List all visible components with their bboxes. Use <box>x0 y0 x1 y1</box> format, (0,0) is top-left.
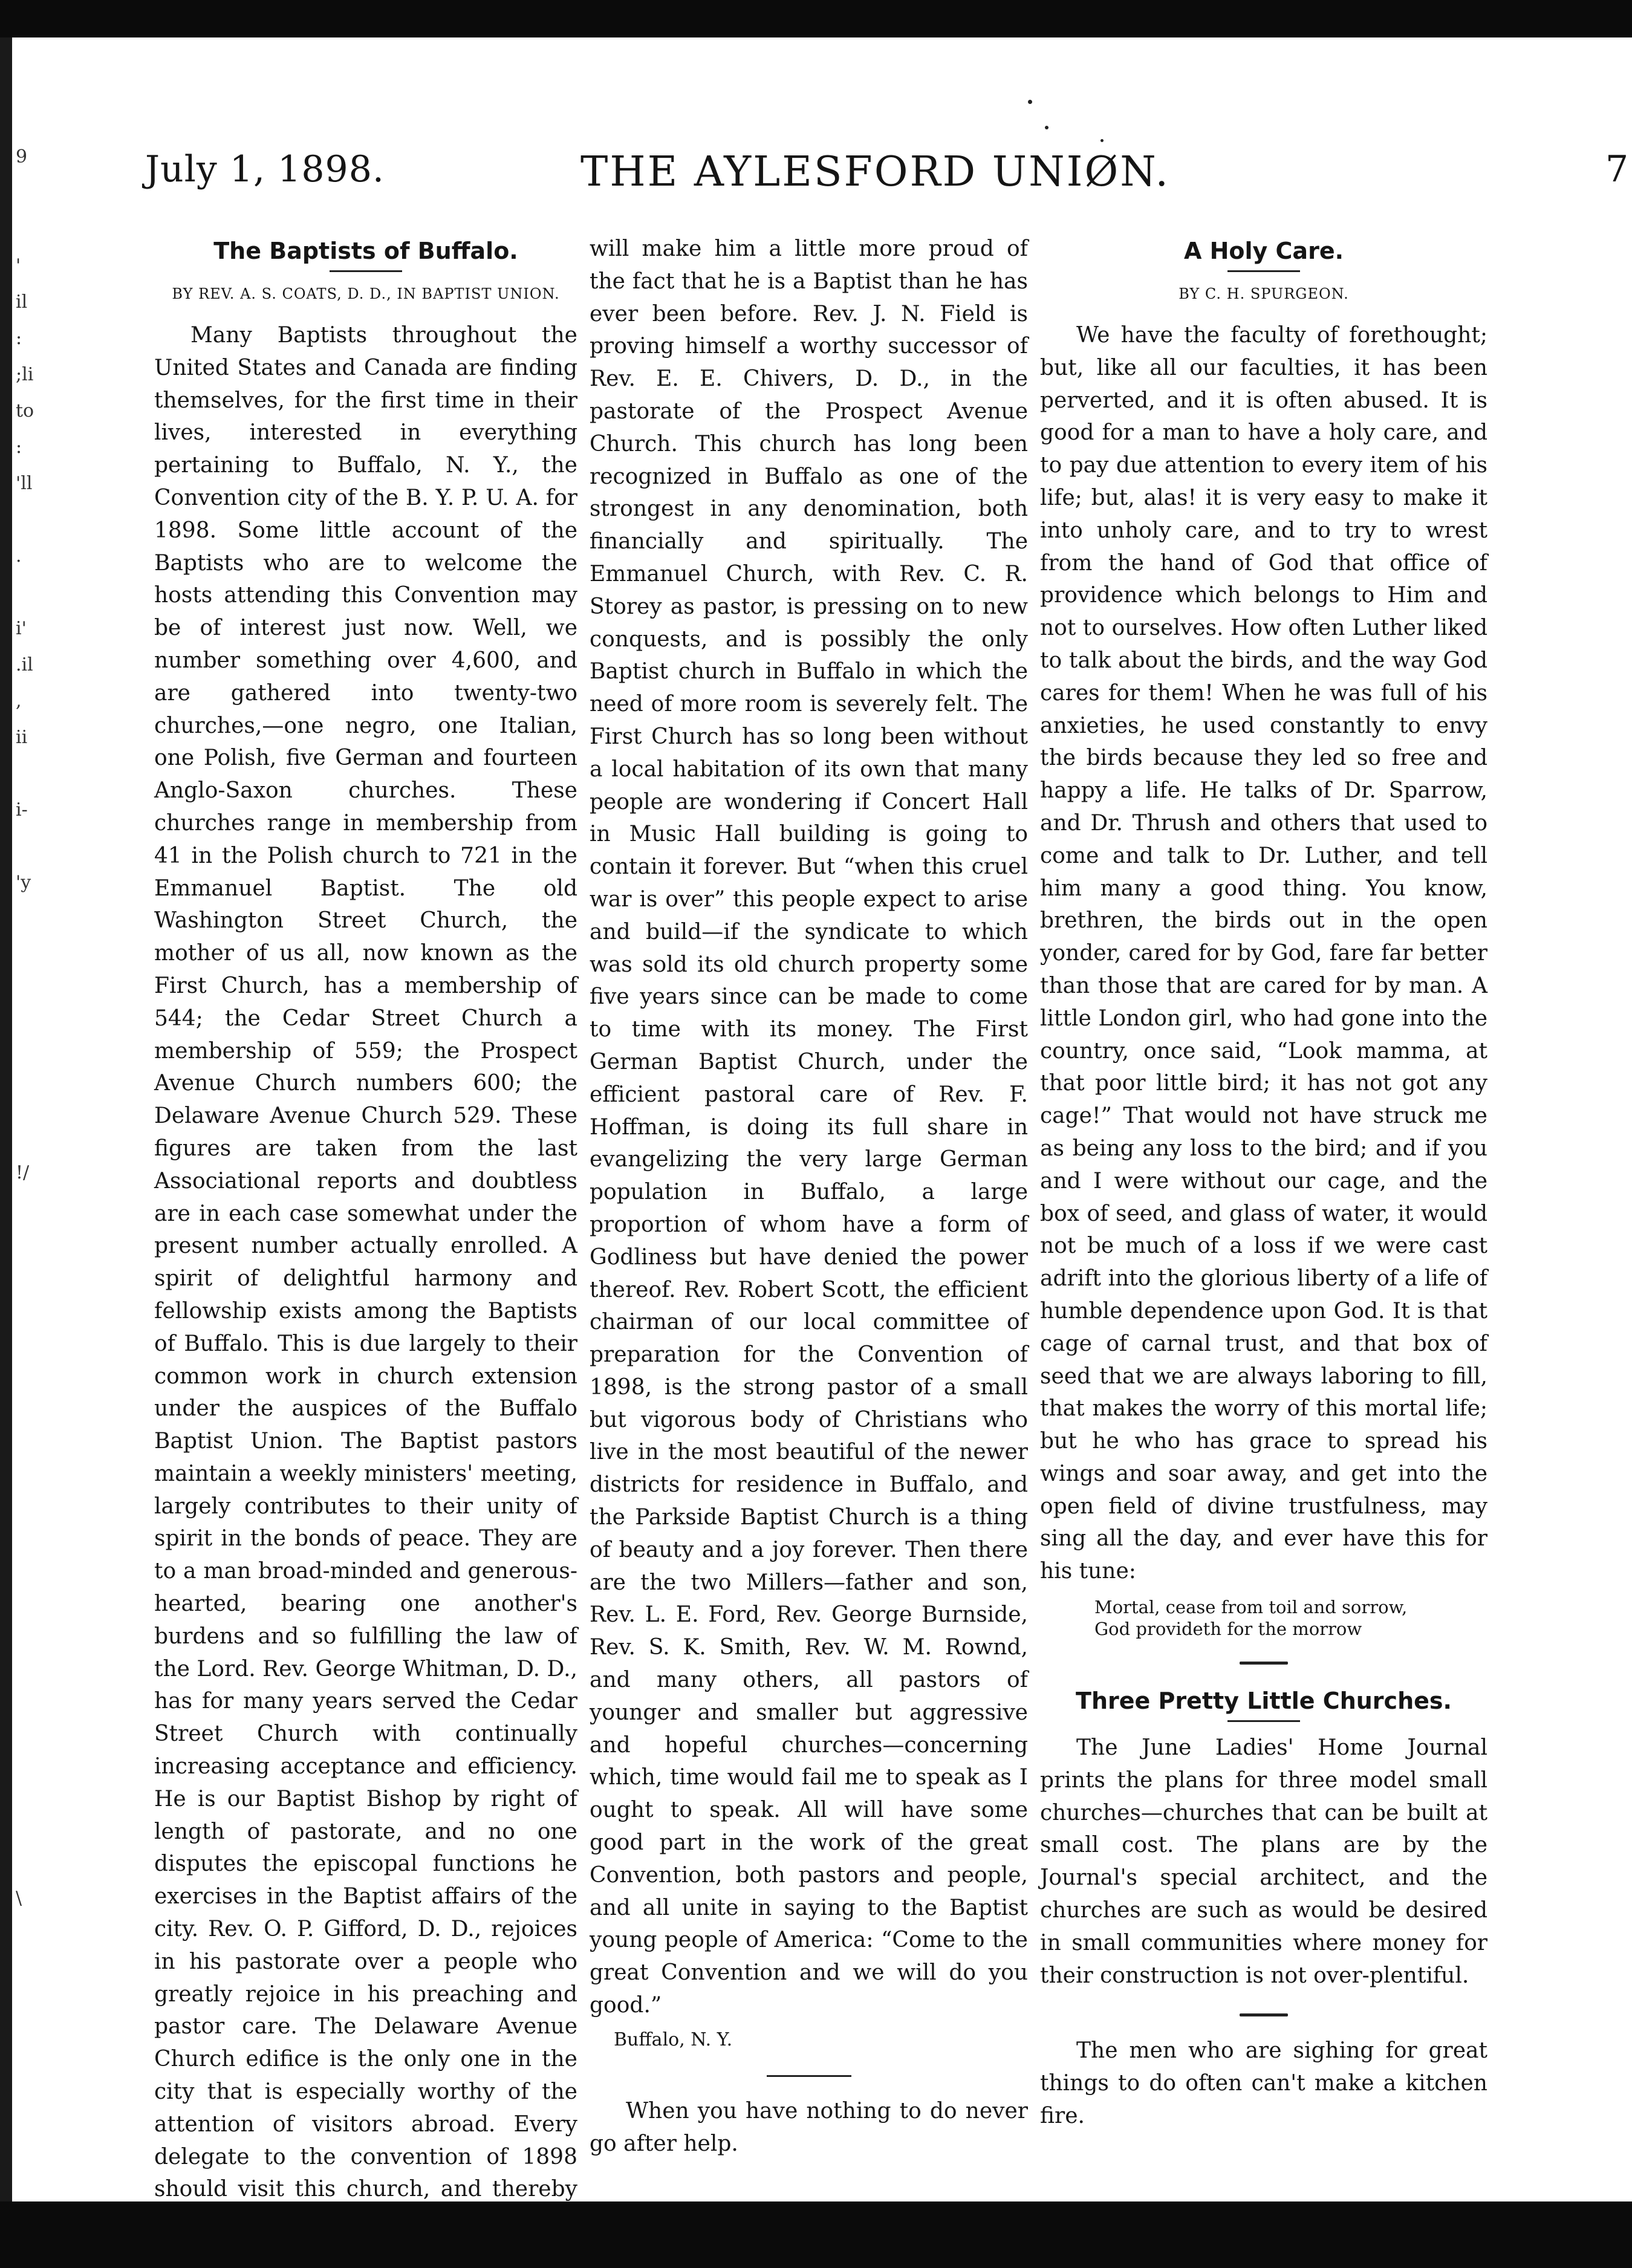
page-number: 7 <box>1605 148 1629 190</box>
column-2 <box>590 233 1028 2160</box>
masthead <box>0 130 1632 197</box>
column-3 <box>1040 233 1487 2133</box>
heading-rule <box>330 270 402 272</box>
filler-paragraph: When you have nothing to do never go after help. <box>590 2098 1028 2156</box>
section-separator <box>767 2075 851 2077</box>
filler-paragraph: The men who are sighing for great things to do often can't make a kitchen fire. <box>1040 2038 1487 2129</box>
article-byline: BY C. H. SPURGEON. <box>1178 285 1349 302</box>
section-separator <box>1240 2013 1288 2016</box>
heading-rule <box>1227 1720 1300 1722</box>
article-heading: Three Pretty Little Churches. <box>1076 1688 1452 1715</box>
article-heading: A Holy Care. <box>1183 238 1344 264</box>
binding-edge <box>0 37 12 2201</box>
article-continuation: will make him a little more proud of the fact that he is a Baptist than he has ever been before. Rev. J. N. Field is proving himself a worthy successor of Rev. E. E. Chivers, D. D., in the pastorate of the Prospect Avenue Church. This church has long been recognized in Buffalo as one of the strongest in any denomination, both financially and spiritually. The Emmanuel Church, with Rev. C. R. Storey as pastor, is pressing on to new conquests, and is possibly the only Baptist church in Buffalo in which the need of more room is severely felt. The First Church has so long been without a local habitation of its own that many people are wondering if Concert Hall in Music Hall building is going to contain it forever. But “when this cruel war is over” this people expect to arise and build—if the syndicate to which was sold its old church property some five years since can be made to come to time with its money. The First German Baptist Church, under the efficient pastoral care of Rev. F. Hoffman, is doing its full share in evangelizing the very large German population in Buffalo, a large proportion of whom have a form of Godliness but have denied the power thereof. Rev. Robert Scott, the efficient chairman of our local committee of preparation for the Convention of 1898, is the strong pastor of a small but vigorous body of Christians who live in the most beautiful of the newer districts for residence in Buffalo, and the Parkside Baptist Church is a thing of beauty and a joy forever. Then there are the two Millers—father and son, Rev. L. E. Ford, Rev. George Burnside, Rev. S. K. Smith, Rev. W. M. Rownd, and many others, all pastors of younger and smaller but aggressive and hopeful churches—concerning which, time would fail me to speak as I ought to speak. All will have some good part in the work of the great Convention, both pastors and people, and all unite in saying to the Baptist young people of America: “Come to the great Convention and we will do you good.” <box>590 236 1028 2018</box>
verse-quote: Mortal, cease from toil and sorrow, God provideth for the morrow <box>1094 1597 1408 1640</box>
section-separator <box>1240 1662 1288 1665</box>
margin-fragments: 9 ' il : ;li to : 'll . i' .il , ii i- 'y !/ \ <box>16 146 34 1909</box>
article-heading: The Baptists of Buffalo. <box>213 238 518 264</box>
article-dateline: Buffalo, N. Y. <box>614 2029 733 2050</box>
top-border <box>0 0 1632 37</box>
issue-date: July 1, 1898. <box>145 148 385 190</box>
article-body: We have the faculty of forethought; but, like all our faculties, it has been perverted, and it is often abused. It is good for a man to have a holy care, and to pay due attention to every item of his life; but, alas! it is very easy to make it into unholy care, and to try to wrest from the hand of God that office of providence which belongs to Him and not to ourselves. How often Luther liked to talk about the birds, and the way God cares for them! When he was full of his anxieties, he used constantly to envy the birds because they led so free and happy a life. He talks of Dr. Sparrow, and Dr. Thrush and others that used to come and talk to Dr. Luther, and tell him many a good thing. You know, brethren, the birds out in the open yonder, cared for by God, fare far better than those that are cared for by man. A little London girl, who had gone into the country, once said, “Look mamma, at that poor little bird; it has not got any cage!” That would not have struck me as being any loss to the bird; and if you and I were without our cage, and the box of seed, and glass of water, it would not be much of a loss if we were cast adrift into the glorious liberty of a life of humble dependence upon God. It is that cage of carnal trust, and that box of seed that we are always laboring to fill, that makes the worry of this mortal life; but he who has grace to spread his wings and soar away, and get into the open field of divine trustfulness, may sing all the day, and ever have this for his tune: <box>1040 323 1487 1584</box>
bottom-border <box>0 2201 1632 2268</box>
article-body: The June Ladies' Home Journal prints the plans for three model small churches—churches that can be built at small cost. The plans are by the Journal's special architect, and the churches are such as would be desired in small communities where money for their construction is not over-plentiful. <box>1040 1735 1487 1988</box>
column-1 <box>154 233 577 2238</box>
heading-rule <box>1227 270 1300 272</box>
ink-speck <box>1028 100 1032 104</box>
ink-speck <box>1045 126 1048 129</box>
article-byline: BY REV. A. S. COATS, D. D., IN BAPTIST UNION. <box>172 285 560 302</box>
newspaper-title: THE AYLESFORD UNIØN. <box>580 148 1170 196</box>
article-body: Many Baptists throughout the United States and Canada are finding themselves, for the first time in their lives, interested in everything pertaining to Buffalo, N. Y., the Convention city of the B. Y. P. U. A. for 1898. Some little account of the Baptists who are to welcome the hosts attending this Convention may be of interest just now. Well, we number something over 4,600, and are gathered into twenty-two churches,—one negro, one Italian, one Polish, five German and fourteen Anglo-Saxon churches. These churches range in membership from 41 in the Polish church to 721 in the Emmanuel Baptist. The old Washington Street Church, the mother of us all, now known as the First Church, has a membership of 544; the Cedar Street Church a membership of 559; the Prospect Avenue Church numbers 600; the Delaware Avenue Church 529. These figures are taken from the last Associational reports and doubtless are in each case somewhat under the present number actually enrolled. A spirit of delightful harmony and fellowship exists among the Baptists of Buffalo. This is due largely to their common work in church extension under the auspices of the Buffalo Baptist Union. The Baptist pastors maintain a weekly ministers' meeting, largely contributes to their unity of spirit in the bonds of peace. They are to a man broad-minded and generous-hearted, bearing one another's burdens and so fulfilling the law of the Lord. Rev. George Whitman, D. D., has for many years served the Cedar Street Church with continually increasing acceptance and efficiency. He is our Baptist Bishop by right of length of pastorate, and no one disputes the episcopal functions he exercises in the Baptist affairs of the city. Rev. O. P. Gifford, D. D., rejoices in his pastorate over a people who greatly rejoice in his preaching and pastor care. The Delaware Avenue Church edifice is the only one in the city that is especially worthy of the attention of visitors abroad. Every delegate to the convention of 1898 should visit this church, and thereby <box>154 323 577 2202</box>
